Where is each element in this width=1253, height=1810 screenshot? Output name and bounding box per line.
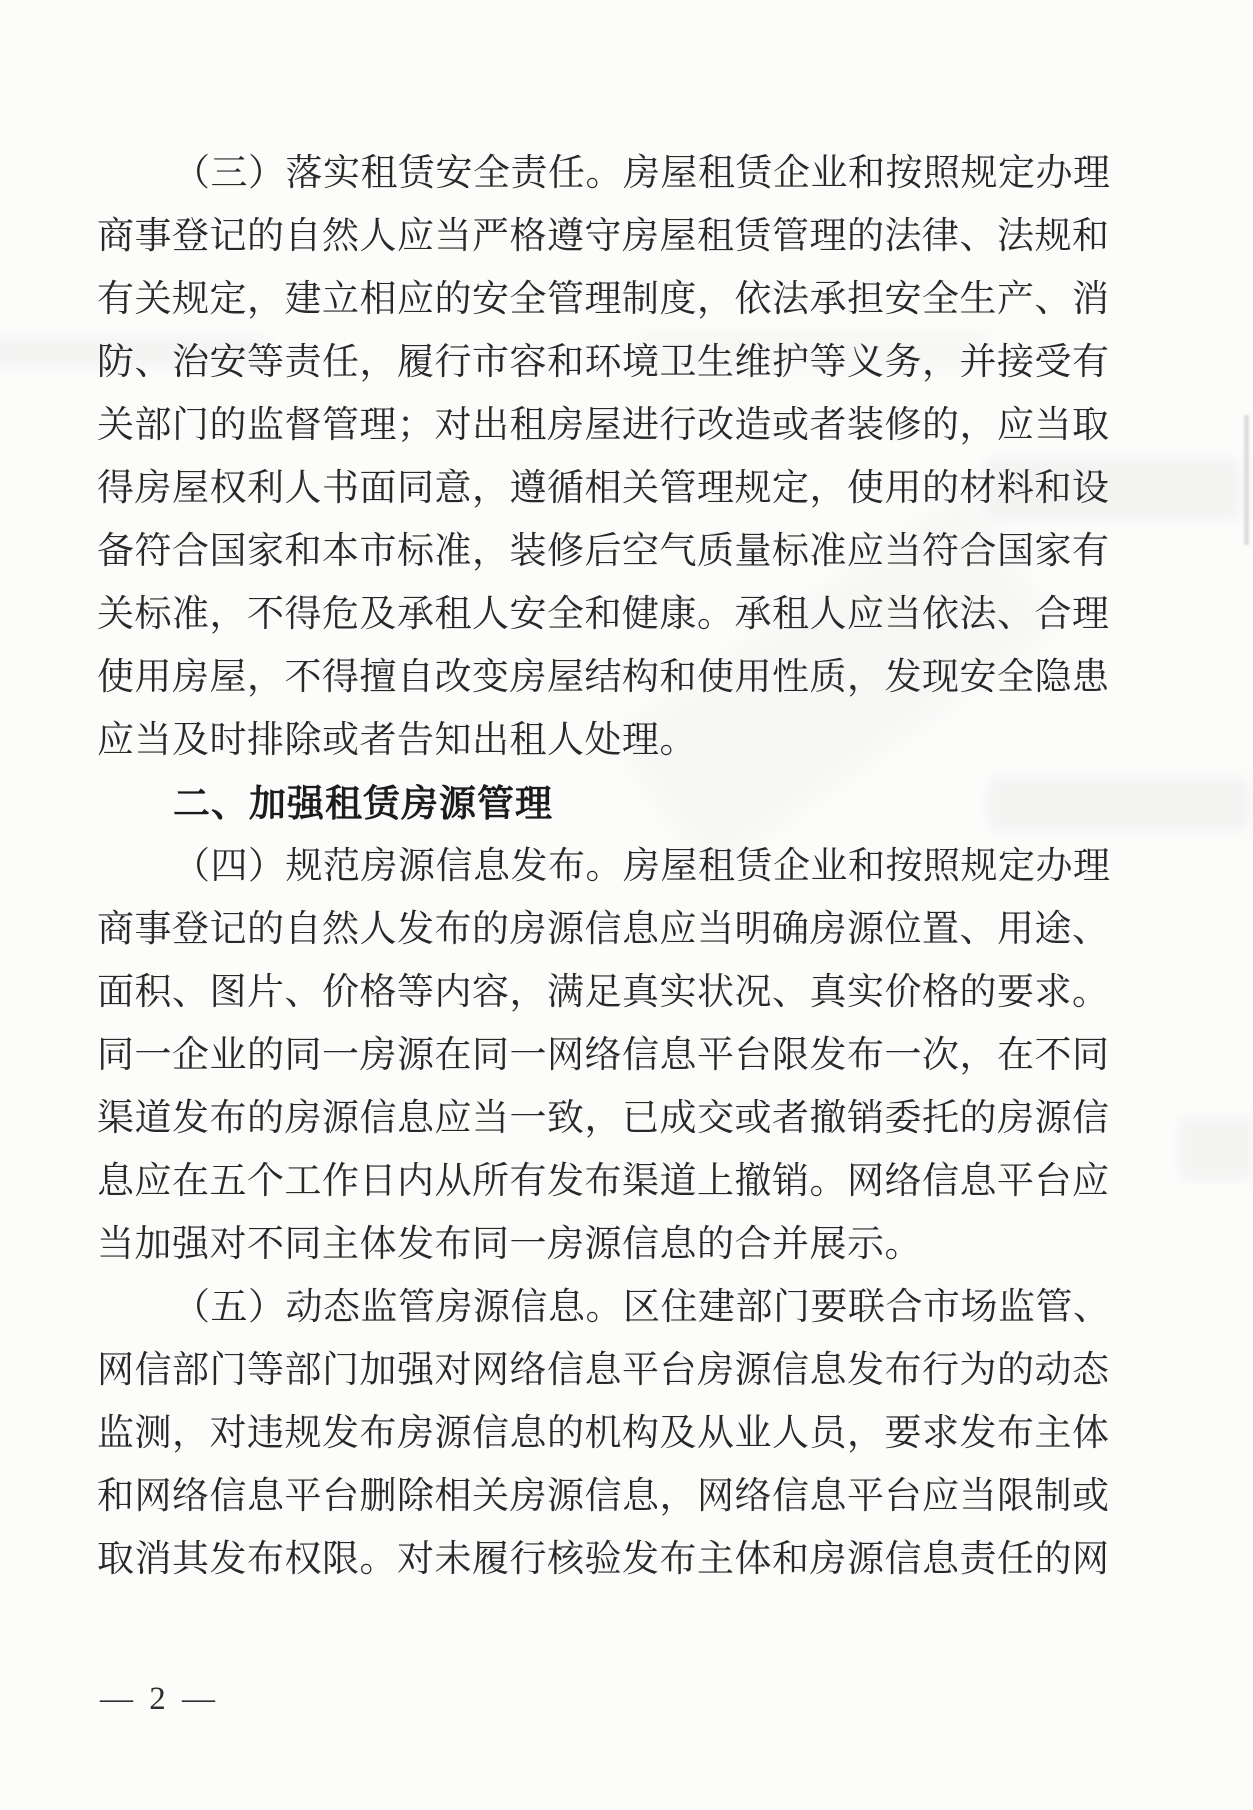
page-number: — 2 — [100,1681,219,1717]
text-line: 和网络信息平台删除相关房源信息，网络信息平台应当限制或 [97,1476,1110,1517]
scan-artifact [1180,1118,1253,1180]
text-line: 备符合国家和本市标准，装修后空气质量标准应当符合国家有 [97,531,1110,572]
section-heading: 二、加强租赁房源管理 [173,783,553,824]
text-line: 有关规定，建立相应的安全管理制度，依法承担安全生产、消 [97,279,1110,320]
text-line: 关部门的监督管理；对出租房屋进行改造或者装修的，应当取 [97,405,1110,446]
document-body [97,142,1111,1591]
text-line: 使用房屋，不得擅自改变房屋结构和使用性质，发现安全隐患 [97,657,1110,698]
text-line: （四）规范房源信息发布。房屋租赁企业和按照规定办理 [173,846,1111,887]
scan-artifact [1244,415,1249,545]
text-line: 商事登记的自然人应当严格遵守房屋租赁管理的法律、法规和 [97,216,1110,257]
text-line: 取消其发布权限。对未履行核验发布主体和房源信息责任的网 [97,1539,1110,1580]
text-line: 防、治安等责任，履行市容和环境卫生维护等义务，并接受有 [97,342,1110,383]
text-line: 关标准，不得危及承租人安全和健康。承租人应当依法、合理 [97,594,1110,635]
text-line: （三）落实租赁安全责任。房屋租赁企业和按照规定办理 [173,153,1111,194]
text-line: 息应在五个工作日内从所有发布渠道上撤销。网络信息平台应 [97,1161,1110,1202]
text-line: 监测，对违规发布房源信息的机构及从业人员，要求发布主体 [97,1413,1110,1454]
text-line: 网信部门等部门加强对网络信息平台房源信息发布行为的动态 [97,1350,1110,1391]
text-line: 渠道发布的房源信息应当一致，已成交或者撤销委托的房源信 [97,1098,1110,1139]
text-line: 应当及时排除或者告知出租人处理。 [97,720,697,761]
text-line: 得房屋权利人书面同意，遵循相关管理规定，使用的材料和设 [97,468,1110,509]
text-line: 面积、图片、价格等内容，满足真实状况、真实价格的要求。 [97,972,1110,1013]
text-line: 同一企业的同一房源在同一网络信息平台限发布一次，在不同 [97,1035,1110,1076]
text-line: 商事登记的自然人发布的房源信息应当明确房源位置、用途、 [97,909,1110,950]
text-line: 当加强对不同主体发布同一房源信息的合并展示。 [97,1224,922,1265]
text-line: （五）动态监管房源信息。区住建部门要联合市场监管、 [173,1287,1111,1328]
